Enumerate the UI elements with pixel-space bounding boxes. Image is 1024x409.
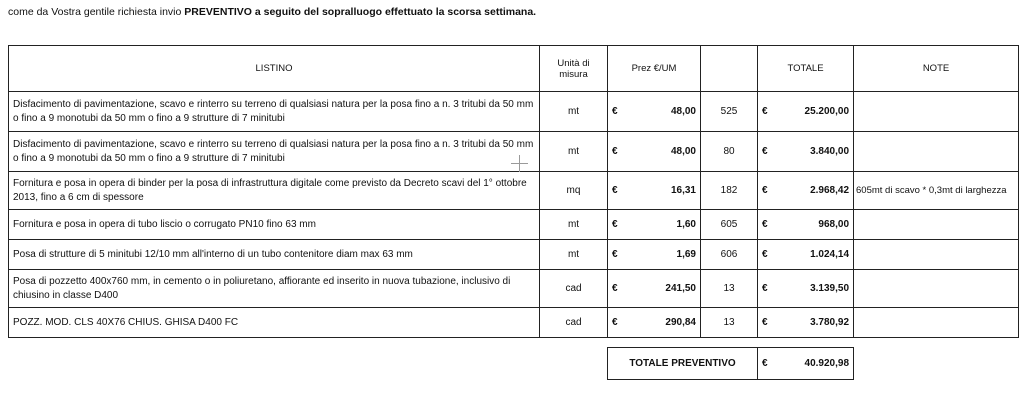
grand-total-value: 40.920,98 xyxy=(776,348,854,380)
header-totale: TOTALE xyxy=(758,46,854,92)
row-note xyxy=(854,210,1019,240)
row-total-currency: € xyxy=(758,270,776,308)
row-unit: mt xyxy=(540,240,608,270)
row-quantity: 80 xyxy=(701,132,758,172)
row-quantity: 182 xyxy=(701,172,758,210)
table-row xyxy=(9,270,1019,308)
intro-bold: PREVENTIVO a seguito del sopralluogo effettuato la scorsa settimana. xyxy=(184,6,537,18)
row-description: Fornitura e posa in opera di tubo liscio o corrugato PN10 fino 63 mm xyxy=(9,210,540,240)
row-note xyxy=(854,270,1019,308)
row-note xyxy=(854,132,1019,172)
table-row xyxy=(9,92,1019,132)
grand-total-label: TOTALE PREVENTIVO xyxy=(608,348,758,380)
row-description: Disfacimento di pavimentazione, scavo e rinterro su terreno di qualsiasi natura per la posa fino a n. 3 tritubi da 50 mm o fino a 9 monotubi da 50 mm o fino a 9 strutture di 7 minitubi xyxy=(9,92,540,132)
row-price-currency: € xyxy=(608,92,626,132)
row-total-currency: € xyxy=(758,172,776,210)
row-description: Posa di strutture di 5 minitubi 12/10 mm all'interno di un tubo contenitore diam max 63 mm xyxy=(9,240,540,270)
crosshair-cursor-icon xyxy=(511,155,528,172)
row-price: 48,00 xyxy=(626,92,701,132)
row-unit: cad xyxy=(540,308,608,338)
row-description: Disfacimento di pavimentazione, scavo e rinterro su terreno di qualsiasi natura per la posa fino a n. 3 tritubi da 50 mm o fino a 9 monotubi da 50 mm o fino a 9 strutture di 7 minitubi xyxy=(9,132,540,172)
grand-total-currency: € xyxy=(758,348,776,380)
row-total: 968,00 xyxy=(776,210,854,240)
row-total-currency: € xyxy=(758,92,776,132)
row-quantity: 525 xyxy=(701,92,758,132)
row-total-currency: € xyxy=(758,210,776,240)
row-description: Posa di pozzetto 400x760 mm, in cemento o in poliuretano, affiorante ed inserito in nuova tubazione, inclusivo di chiusino in classe D400 xyxy=(9,270,540,308)
table-body xyxy=(9,92,1019,338)
table-row xyxy=(9,308,1019,338)
row-price: 241,50 xyxy=(626,270,701,308)
row-note xyxy=(854,308,1019,338)
row-quantity: 605 xyxy=(701,210,758,240)
row-unit: mt xyxy=(540,210,608,240)
row-price: 290,84 xyxy=(626,308,701,338)
row-price-currency: € xyxy=(608,270,626,308)
row-price: 16,31 xyxy=(626,172,701,210)
row-description: POZZ. MOD. CLS 40X76 CHIUS. GHISA D400 FC xyxy=(9,308,540,338)
row-quantity: 13 xyxy=(701,270,758,308)
row-total-currency: € xyxy=(758,240,776,270)
row-note xyxy=(854,240,1019,270)
table-row xyxy=(9,172,1019,210)
row-unit: mq xyxy=(540,172,608,210)
header-quantita xyxy=(701,46,758,92)
row-price: 48,00 xyxy=(626,132,701,172)
header-row xyxy=(9,46,1019,92)
row-total: 3.840,00 xyxy=(776,132,854,172)
row-quantity: 13 xyxy=(701,308,758,338)
intro-text xyxy=(8,6,536,18)
row-unit: mt xyxy=(540,92,608,132)
row-total: 3.780,92 xyxy=(776,308,854,338)
row-price: 1,60 xyxy=(626,210,701,240)
row-description: Fornitura e posa in opera di binder per la posa di infrastruttura digitale come previsto da Decreto scavi del 1° ottobre 2013, fino a 6 cm di spessore xyxy=(9,172,540,210)
row-total: 25.200,00 xyxy=(776,92,854,132)
intro-prefix: come da Vostra gentile richiesta invio xyxy=(8,6,185,18)
grand-total-row xyxy=(9,348,1019,380)
row-price-currency: € xyxy=(608,172,626,210)
row-price-currency: € xyxy=(608,210,626,240)
row-total-currency: € xyxy=(758,132,776,172)
row-price-currency: € xyxy=(608,308,626,338)
quote-table xyxy=(8,45,1019,380)
header-prezzo: Prez €/UM xyxy=(608,46,701,92)
row-price-currency: € xyxy=(608,132,626,172)
row-unit: mt xyxy=(540,132,608,172)
table-row xyxy=(9,240,1019,270)
row-total: 1.024,14 xyxy=(776,240,854,270)
row-note xyxy=(854,92,1019,132)
table-row xyxy=(9,210,1019,240)
row-total-currency: € xyxy=(758,308,776,338)
row-price: 1,69 xyxy=(626,240,701,270)
row-total: 3.139,50 xyxy=(776,270,854,308)
header-unita: Unità di misura xyxy=(540,46,608,92)
row-note: 605mt di scavo * 0,3mt di larghezza xyxy=(854,172,1019,210)
row-quantity: 606 xyxy=(701,240,758,270)
row-unit: cad xyxy=(540,270,608,308)
header-note: NOTE xyxy=(854,46,1019,92)
row-price-currency: € xyxy=(608,240,626,270)
header-listino: LISTINO xyxy=(9,46,540,92)
row-total: 2.968,42 xyxy=(776,172,854,210)
